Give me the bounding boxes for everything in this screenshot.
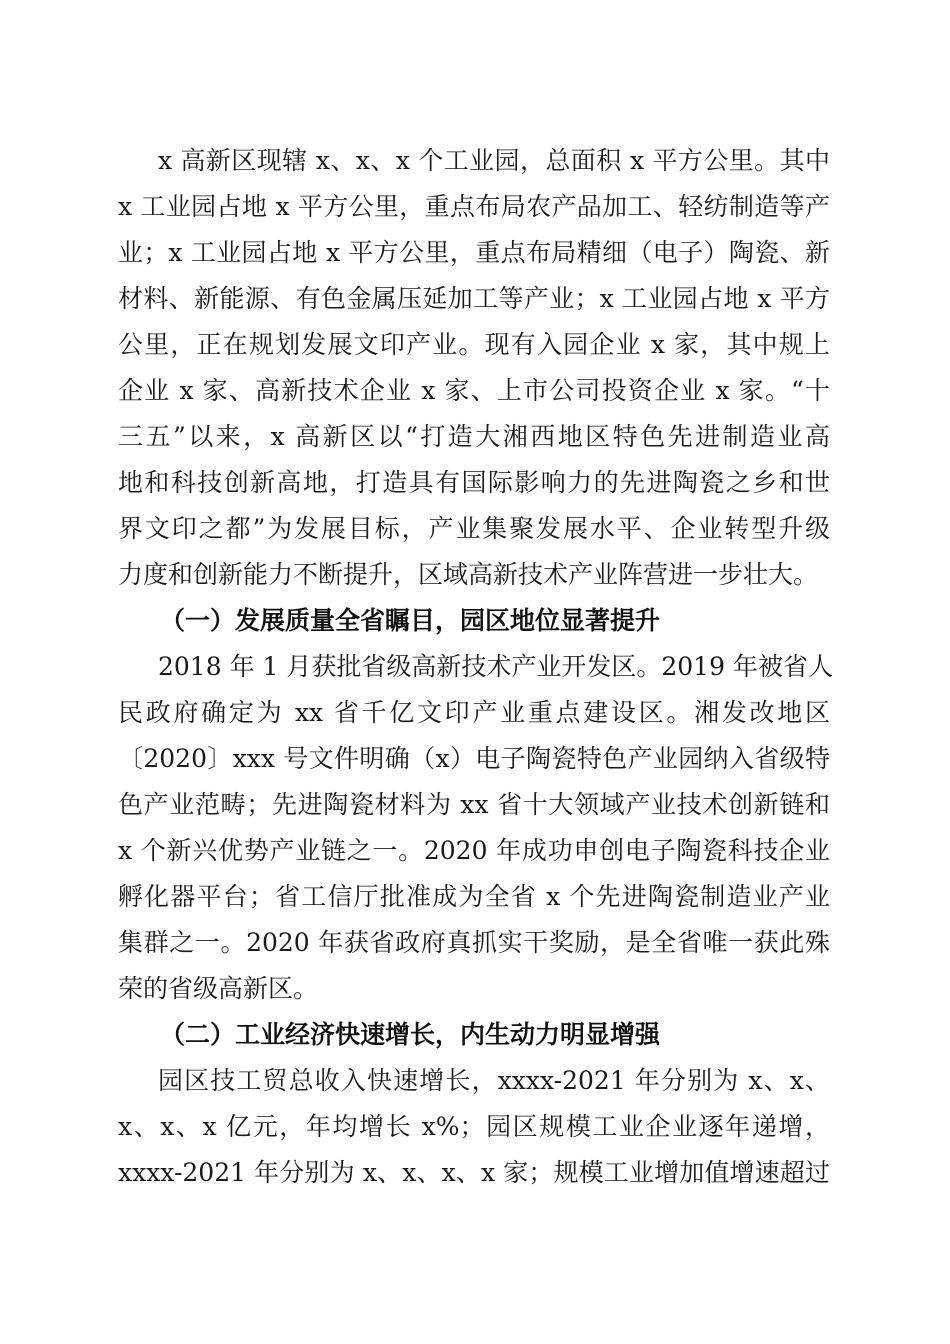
text-line: 材料、新能源、有色金属压延加工等产业；x 工业园占地 x 平方 [118,284,830,313]
section-heading-2: （二）工业经济快速增长，内生动力明显增强 [160,1020,661,1049]
text-line: x 个新兴优势产业链之一。2020 年成功申创电子陶瓷科技企业 [118,836,830,865]
text-line: 集群之一。2020 年获省政府真抓实干奖励，是全省唯一获此殊 [118,928,830,957]
text-line: 企业 x 家、高新技术企业 x 家、上市公司投资企业 x 家。“十 [118,376,830,405]
text-line: x 工业园占地 x 平方公里，重点布局农产品加工、轻纺制造等产 [118,192,830,221]
text-line: 业；x 工业园占地 x 平方公里，重点布局精细（电子）陶瓷、新 [118,238,830,267]
text-line: 〔2020〕xxx 号文件明确（x）电子陶瓷特色产业园纳入省级特 [118,744,830,773]
text-line: 民政府确定为 xx 省千亿文印产业重点建设区。湘发改地区 [118,698,830,727]
section-heading-1: （一）发展质量全省瞩目，园区地位显著提升 [160,606,661,635]
text-line: x、x、x 亿元，年均增长 x%；园区规模工业企业逐年递增， [118,1112,830,1141]
text-line: 荣的省级高新区。 [118,974,319,1003]
text-line: xxxx-2021 年分别为 x、x、x、x 家；规模工业增加值增速超过 [118,1158,830,1187]
text-line: 界文印之都”为发展目标，产业集聚发展水平、企业转型升级 [118,514,830,543]
text-line: 2018 年 1 月获批省级高新技术产业开发区。2019 年被省人 [158,652,833,681]
text-line: 园区技工贸总收入快速增长，xxxx-2021 年分别为 x、x、 [158,1066,830,1095]
text-line: 孵化器平台；省工信厅批准成为全省 x 个先进陶瓷制造业产业 [118,882,830,911]
text-line: 公里，正在规划发展文印产业。现有入园企业 x 家，其中规上 [118,330,830,359]
text-line: 三五”以来，x 高新区以“打造大湘西地区特色先进制造业高 [118,422,830,451]
text-line: x 高新区现辖 x、x、x 个工业园，总面积 x 平方公里。其中 [158,146,830,175]
text-line: 地和科技创新高地，打造具有国际影响力的先进陶瓷之乡和世 [118,468,830,497]
text-line: 力度和创新能力不断提升，区域高新技术产业阵营进一步壮大。 [118,560,819,589]
text-line: 色产业范畴；先进陶瓷材料为 xx 省十大领域产业技术创新链和 [118,790,830,819]
